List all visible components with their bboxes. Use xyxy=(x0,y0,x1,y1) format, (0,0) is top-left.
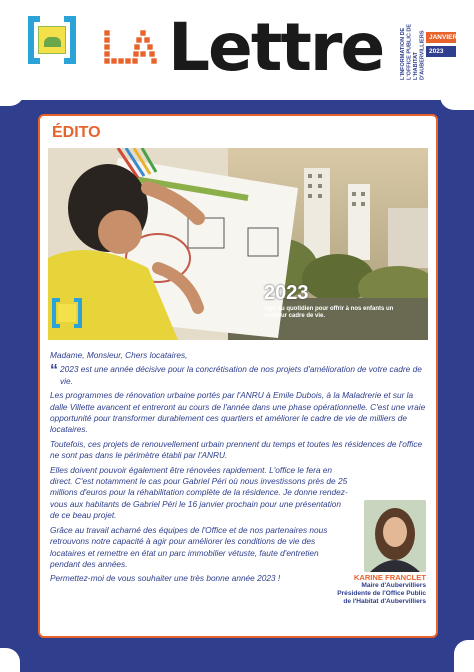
author-role: Maire d'Aubervilliers xyxy=(361,582,426,589)
issue-year: 2023 xyxy=(426,46,456,57)
publisher-text: L'INFORMATION DE L'OFFICE PUBLIC DE L'HABITAT D'AUBERVILLIERS xyxy=(400,23,426,80)
signature xyxy=(306,574,426,606)
paragraph: Les programmes de rénovation urbaine portés par l'ANRU à Emile Dubois, à la Maladrerie et sur la dalle Villette avancent et entreront au cours de l'année dans une phase opérationnelle. C'est une vraie opportunité pour transformer durablement ces quartiers et améliorer le cadre de vie de milliers de locataires. xyxy=(50,390,426,435)
quote-mark-icon: “ xyxy=(50,362,58,380)
issue-date xyxy=(426,32,456,57)
edito-card xyxy=(38,114,438,638)
salutation: Madame, Monsieur, Chers locataires, xyxy=(50,350,188,360)
author-role: Présidente de l'Office Public xyxy=(337,590,426,597)
newsletter-title xyxy=(104,8,394,88)
decorative-shape xyxy=(0,648,20,672)
title-lettre: Lettre xyxy=(168,9,384,86)
edito-heading: ÉDITO xyxy=(52,124,101,141)
decorative-shape xyxy=(454,640,474,672)
author-portrait xyxy=(364,500,426,572)
paragraph: Elles doivent pouvoir également être rénovées rapidement. L'office le fera en direct. C'est notamment le cas pour Gabriel Péri où nous investissons près de 25 millions d'euros pour la réhabilitation complète de la résidence. Je donne rendez-vous aux habitants de Gabriel Péri le 16 janvier prochain pour une présentation de ce beau projet. xyxy=(50,464,348,521)
paragraph: Toutefois, ces projets de renouvellement urbain prennent du temps et toutes les résidences de l'office ne sont pas dans le périmètre établi par l'ANRU. xyxy=(50,438,423,461)
hero-year: 2023 xyxy=(264,282,309,304)
hero-office-logo xyxy=(52,298,82,328)
author-role: de l'Habitat d'Aubervilliers xyxy=(343,598,426,605)
paragraph-text: 2023 est une année décisive pour la concrétisation de nos projets d'amélioration de votre cadre de vie. xyxy=(60,364,422,386)
issue-month: JANVIER xyxy=(426,32,456,43)
hero-subtitle: Agir au quotidien pour offrir à nos enfants un meilleur cadre de vie. xyxy=(264,306,394,319)
paragraph: Permettez-moi de vous souhaiter une très bonne année 2023 ! xyxy=(50,573,281,584)
publisher-info xyxy=(400,10,428,80)
decorative-shape xyxy=(0,88,24,106)
paragraph xyxy=(50,364,428,387)
decorative-shape xyxy=(440,88,474,110)
office-logo xyxy=(28,16,76,64)
author-name: KARINE FRANCLET xyxy=(353,573,426,582)
paragraph: Grâce au travail acharné des équipes de l'Office et de nos partenaires nous retrouvons notre capacité à agir pour améliorer les conditions de vie des locataires et remettre en état un parc immobilier vétuste, faute d'entretien pendant des années. xyxy=(50,524,328,569)
hero-image xyxy=(48,148,428,340)
masthead xyxy=(0,0,474,100)
title-la-logotype xyxy=(104,30,168,64)
